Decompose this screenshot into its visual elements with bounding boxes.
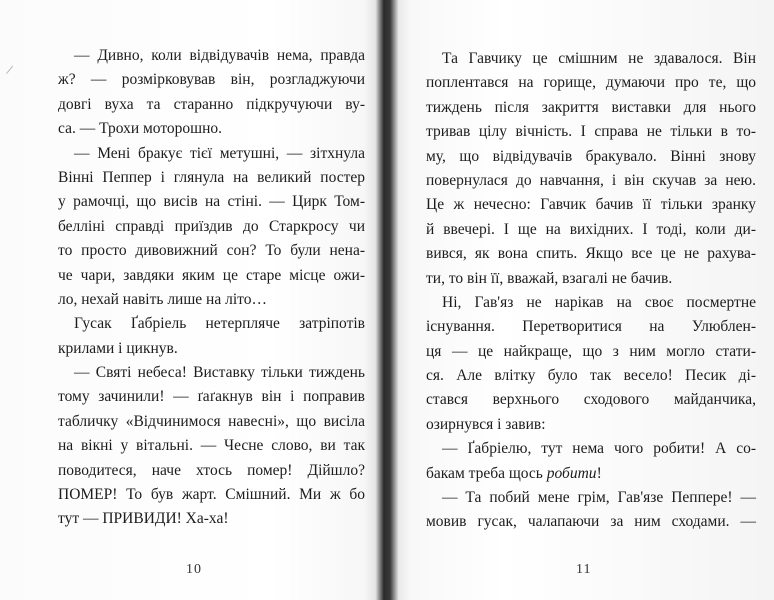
text-line: поводитеся, наче хтось помер! Дійшло? bbox=[58, 461, 365, 479]
text-line: повернулася до навчання, і він скучав за нею. bbox=[426, 171, 756, 189]
text-line: ж? — розмірковував він, розгладжуючи bbox=[58, 71, 365, 89]
text-line: белліні справді приїздив до Старкросу чи bbox=[58, 217, 365, 235]
page-number: 11 bbox=[576, 562, 592, 577]
text-line: стався верхнього сходового майданчика, bbox=[426, 391, 756, 409]
text-line: Ні, Гав'яз не нарікав на своє посмертне bbox=[442, 293, 756, 311]
text-line: Це ж нечесно: Гавчик бачив її тільки зранку bbox=[426, 196, 756, 214]
text-line: поплентався на горище, думаючи про те, що bbox=[426, 74, 756, 92]
right-page bbox=[391, 0, 774, 600]
text-line: — Мені бракує тієї метушні, — зітхнула bbox=[74, 144, 365, 162]
text-line: — Та побий мене грім, Гав'язе Пеппере! — bbox=[442, 489, 756, 507]
text-line: че чари, завдяки яким це старе місце ожи- bbox=[58, 266, 365, 284]
right-page-text bbox=[426, 47, 756, 535]
text-line: тут — ПРИВИДИ! Ха-ха! bbox=[58, 510, 229, 528]
text-line: мовив гусак, чалапаючи за ним сходами. — bbox=[426, 513, 756, 531]
left-page bbox=[0, 0, 383, 600]
text-line: й ввечері. І ще на вихідних. І тоді, коли ди- bbox=[426, 220, 756, 238]
text-line: Та Гавчику це смішним не здавалося. Він bbox=[442, 50, 756, 67]
text-line: — Святі небеса! Виставку тільки тиждень bbox=[74, 364, 365, 382]
text-line: ти, то він її, вважай, взагалі не бачив. bbox=[426, 269, 673, 287]
text-line: озирнувся і завив: bbox=[426, 415, 546, 433]
text-line: му, що відвідувачів бракувало. Вінні знову bbox=[426, 147, 756, 165]
text-line: ло, нехай навіть лише на літо… bbox=[58, 290, 267, 308]
left-page-text bbox=[58, 44, 365, 532]
margin-mark bbox=[6, 66, 21, 81]
text-line: довгі вуха та старанно підкручуючи ву- bbox=[58, 95, 365, 113]
text-line: Гусак Ґабріель нетерпляче затріпотів bbox=[74, 315, 365, 333]
text-run: бакам треба щось bbox=[426, 464, 547, 482]
text-line: тиждень після закриття виставки для нього bbox=[426, 98, 756, 116]
text-line: ця — це найкраще, що з ним могло стати- bbox=[426, 342, 756, 360]
text-line: ПОМЕР! То був жарт. Смішний. Ми ж бо bbox=[58, 486, 365, 504]
text-line: тривав цілу вічність. І справа не тільки в то- bbox=[426, 123, 756, 141]
text-line: вився, як вона спить. Якщо все це не рахува- bbox=[426, 245, 756, 263]
italic-word: робити bbox=[546, 464, 597, 482]
text-line bbox=[426, 462, 756, 486]
text-run: ! bbox=[596, 464, 602, 482]
text-line: крилами і цикнув. bbox=[58, 339, 178, 357]
text-line: са. — Трохи моторошно. bbox=[58, 120, 223, 138]
text-line: існування. Перетворитися на Улюблен- bbox=[426, 318, 756, 336]
text-line: тому зачинили! — ґаґакнув він і поправив bbox=[58, 388, 365, 406]
text-line: — Ґабріелю, тут нема чого робити! А со- bbox=[442, 440, 756, 458]
page-number: 10 bbox=[186, 562, 202, 577]
text-line: — Дивно, коли відвідувачів нема, правда bbox=[74, 47, 365, 64]
text-line: табличку «Відчинимося навесні», що висіла bbox=[58, 412, 365, 430]
text-line: Вінні Пеппер і глянула на великий постер bbox=[58, 168, 365, 186]
text-line: то просто дивовижний сон? То були нена- bbox=[58, 242, 365, 260]
text-line: ся. Але влітку було так весело! Песик ді- bbox=[426, 367, 756, 385]
text-line: на вікні у вітальні. — Чесне слово, ви так bbox=[58, 437, 365, 455]
text-line: у рамочці, що висів на стіні. — Цирк Том- bbox=[58, 193, 365, 211]
